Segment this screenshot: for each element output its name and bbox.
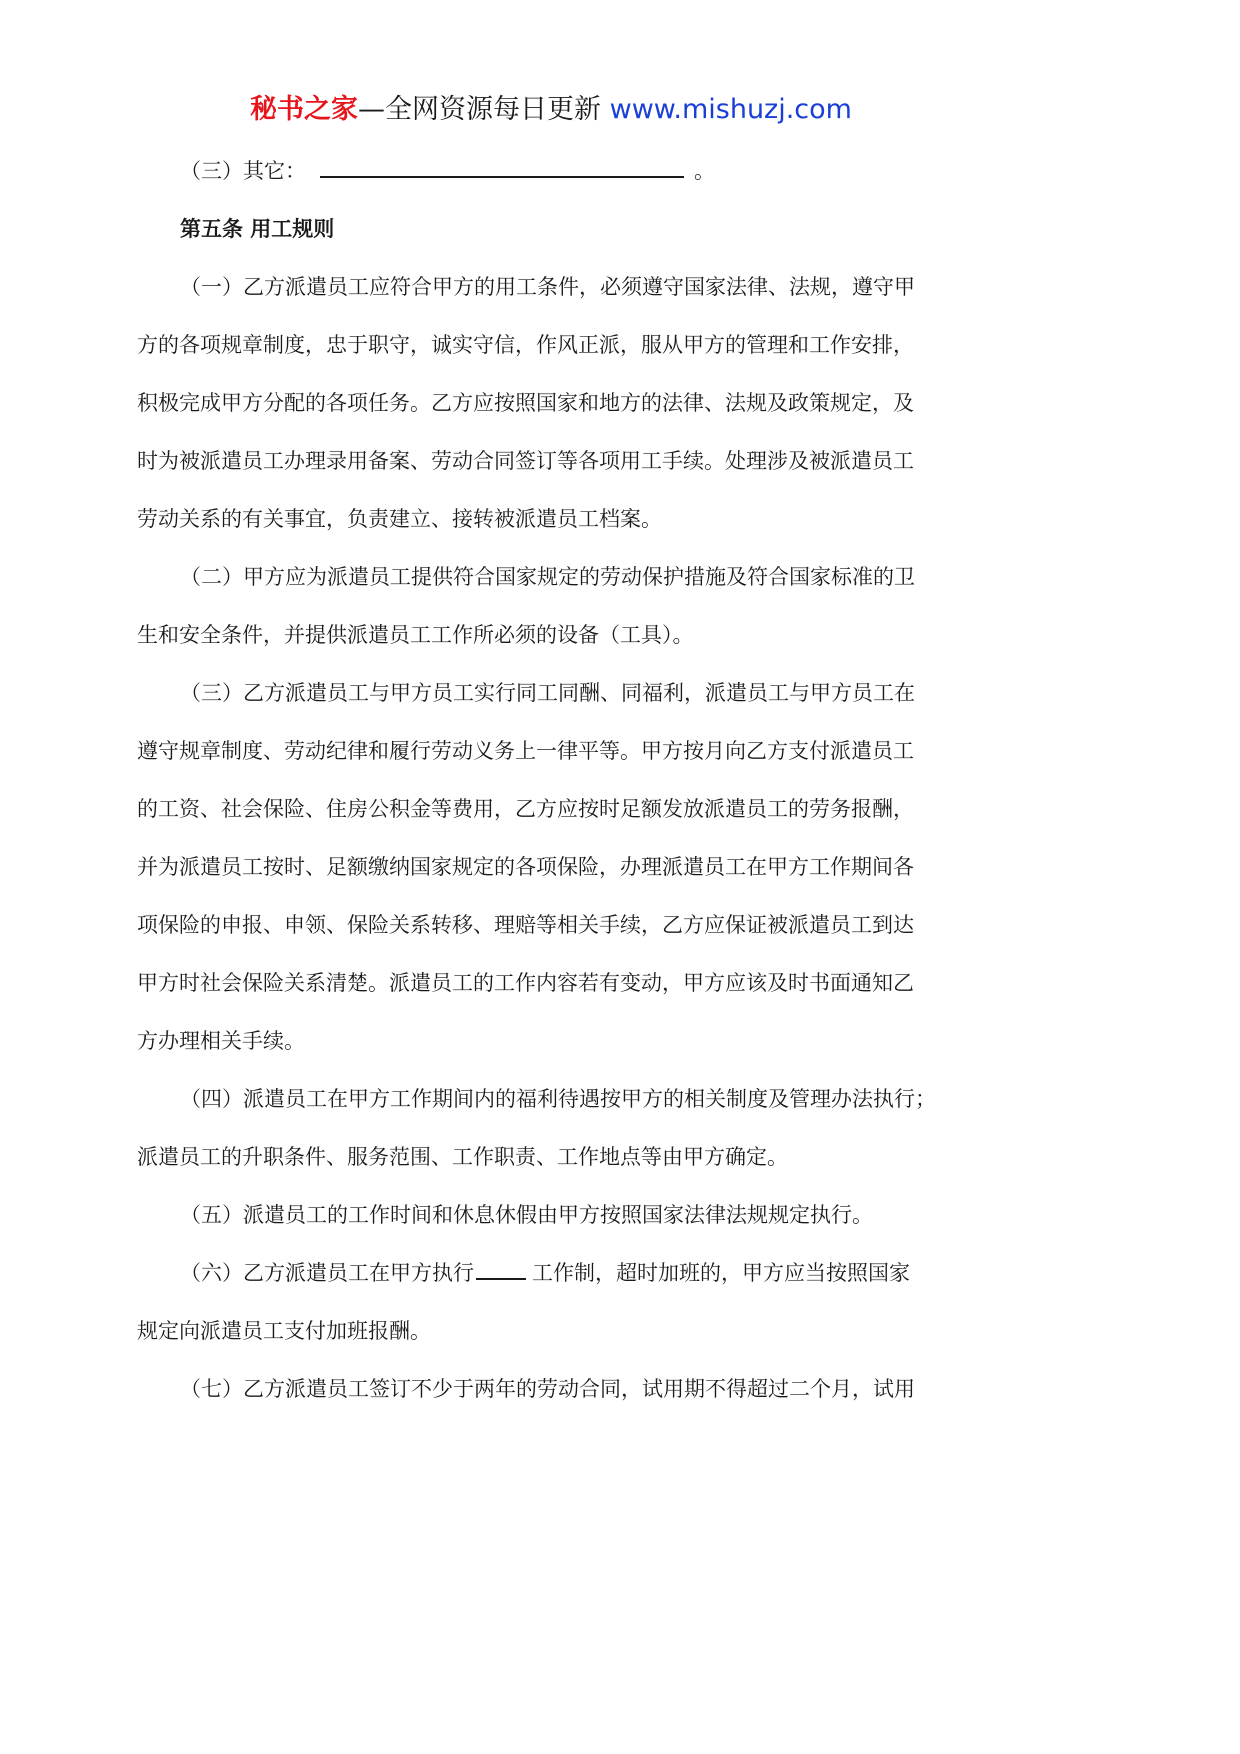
paragraph-line: 派遣员工的升职条件、服务范围、工作职责、工作地点等由甲方确定。 — [137, 1145, 788, 1169]
paragraph-line: 积极完成甲方分配的各项任务。乙方应按照国家和地方的法律、法规及政策规定，及 — [137, 391, 914, 415]
clause-other-end: 。 — [694, 159, 715, 183]
brand-name: 秘书之家 — [250, 94, 359, 125]
paragraph-line: 遵守规章制度、劳动纪律和履行劳动义务上一律平等。甲方按月向乙方支付派遣员工 — [137, 739, 914, 763]
article-5-title: 第五条 用工规则 — [180, 217, 335, 241]
paragraph-line: 生和安全条件，并提供派遣员工工作所必须的设备（工具）。 — [137, 623, 694, 647]
paragraph-line: （三）乙方派遣员工与甲方员工实行同工同酬、同福利，派遣员工与甲方员工在 — [180, 681, 915, 705]
paragraph-line: （一）乙方派遣员工应符合甲方的用工条件，必须遵守国家法律、法规，遵守甲 — [180, 275, 915, 299]
paragraph-line: 时为被派遣员工办理录用备案、劳动合同签订等各项用工手续。处理涉及被派遣员工 — [137, 449, 914, 473]
site-url-link[interactable]: www.mishuzj.com — [609, 94, 852, 125]
paragraph-line: 甲方时社会保险关系清楚。派遣员工的工作内容若有变动，甲方应该及时书面通知乙 — [137, 971, 914, 995]
paragraph-line: （二）甲方应为派遣员工提供符合国家规定的劳动保护措施及符合国家标准的卫 — [180, 565, 915, 589]
clause-6-after: 工作制，超时加班的，甲方应当按照国家 — [532, 1261, 910, 1285]
paragraph-line: 方的各项规章制度，忠于职守，诚实守信，作风正派，服从甲方的管理和工作安排， — [137, 333, 914, 357]
paragraph-line: 劳动关系的有关事宜，负责建立、接转被派遣员工档案。 — [137, 507, 662, 531]
paragraph-line: 项保险的申报、申领、保险关系转移、理赔等相关手续，乙方应保证被派遣员工到达 — [137, 913, 914, 937]
fill-in-blank — [320, 156, 684, 178]
paragraph-line: （七）乙方派遣员工签订不少于两年的劳动合同，试用期不得超过二个月，试用 — [180, 1377, 915, 1401]
header-tagline: —全网资源每日更新 — [358, 94, 602, 125]
paragraph-line: （五）派遣员工的工作时间和休息休假由甲方按照国家法律法规规定执行。 — [180, 1203, 873, 1227]
clause-6-before: （六）乙方派遣员工在甲方执行 — [180, 1261, 474, 1285]
clause-6-line — [180, 1258, 910, 1288]
paragraph-line: 的工资、社会保险、住房公积金等费用，乙方应按时足额发放派遣员工的劳务报酬， — [137, 797, 914, 821]
site-header — [0, 88, 1102, 132]
clause-other — [180, 156, 715, 186]
paragraph-line: 方办理相关手续。 — [137, 1029, 305, 1053]
paragraph-line: 规定向派遣员工支付加班报酬。 — [137, 1319, 431, 1343]
paragraph-line: （四）派遣员工在甲方工作期间内的福利待遇按甲方的相关制度及管理办法执行； — [180, 1087, 936, 1111]
paragraph-line: 并为派遣员工按时、足额缴纳国家规定的各项保险，办理派遣员工在甲方工作期间各 — [137, 855, 914, 879]
clause-other-label: （三）其它： — [180, 159, 306, 183]
fill-in-blank — [476, 1258, 526, 1280]
